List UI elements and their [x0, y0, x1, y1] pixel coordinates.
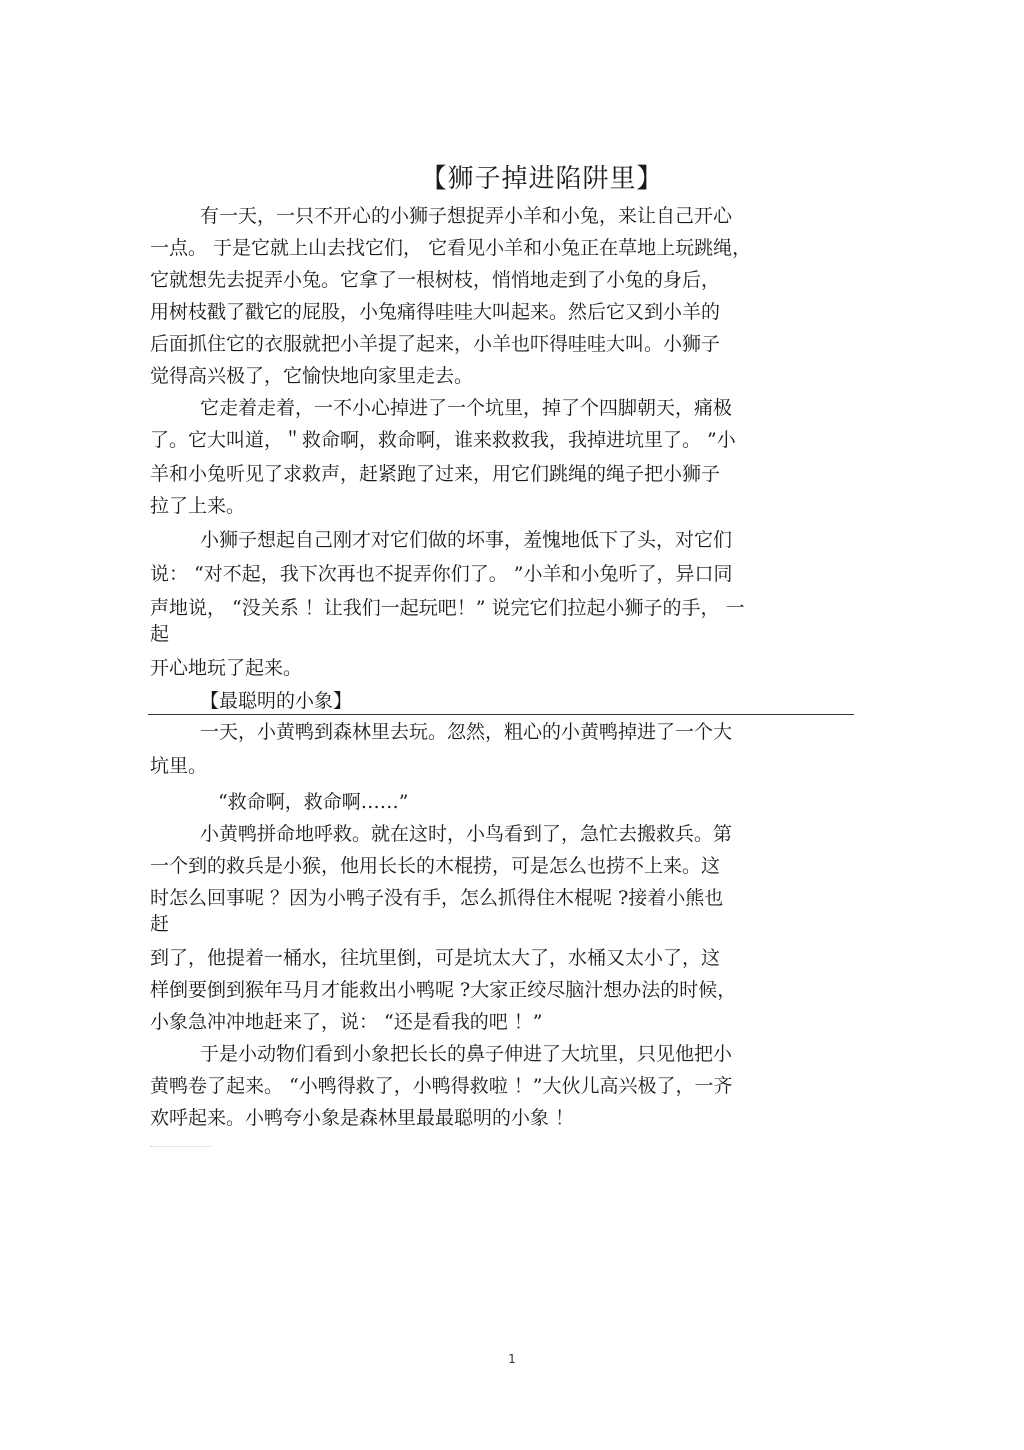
page-number: 1 [508, 1352, 516, 1366]
paragraph-line: “救命啊，救命啊……” [218, 791, 409, 813]
paragraph-line: 样倒要倒到猴年马月才能救出小鸭呢 ?大家正绞尽脑汁想办法的时候， [150, 979, 737, 1001]
paragraph-line: 于是小动物们看到小象把长长的鼻子伸进了大坑里，只见他把小 [200, 1043, 733, 1065]
paragraph-line: 一个到的救兵是小猴，他用长长的木棍捞，可是怎么也捞不上来。这 [150, 855, 721, 877]
paragraph-line: 小黄鸭拼命地呼救。就在这时，小鸟看到了，急忙去搬救兵。第 [200, 823, 733, 845]
paragraph-line: 欢呼起来。小鸭夸小象是森林里最最聪明的小象 ！ [150, 1107, 575, 1129]
paragraph-line: 小狮子想起自己刚才对它们做的坏事，羞愧地低下了头，对它们 [200, 529, 733, 551]
paragraph-line: 觉得高兴极了，它愉快地向家里走去。 [150, 365, 474, 387]
paragraph-line: 坑里。 [150, 755, 208, 777]
paragraph-line: 起 [150, 623, 170, 645]
paragraph-line: 它就想先去捉弄小兔。它拿了一根树枝，悄悄地走到了小兔的身后， [150, 269, 721, 291]
paragraph-line: 到了，他提着一桶水，往坑里倒，可是坑太大了，水桶又太小了，这 [150, 947, 721, 969]
paragraph-line: 小象急冲冲地赶来了，说： “还是看我的吧 ！” [150, 1011, 543, 1033]
paragraph-line: 声地说， “没关系 ！让我们一起玩吧！” 说完它们拉起小狮子的手， 一 [150, 597, 745, 619]
paragraph-line: 赶 [150, 913, 170, 935]
paragraph-line: 有一天，一只不开心的小狮子想捉弄小羊和小兔，来让自己开心 [200, 205, 733, 227]
paragraph-line: 用树枝戳了戳它的屁股，小兔痛得哇哇大叫起来。然后它又到小羊的 [150, 301, 721, 323]
paragraph-line: 时怎么回事呢 ？因为小鸭子没有手，怎么抓得住木棍呢 ?接着小熊也 [150, 887, 724, 909]
paragraph-line: 说： “对不起，我下次再也不捉弄你们了。 ”小羊和小兔听了，异口同 [150, 563, 733, 585]
paragraph-line: 后面抓住它的衣服就把小羊提了起来，小羊也吓得哇哇大叫。小狮子 [150, 333, 721, 355]
paragraph-line: 一天，小黄鸭到森林里去玩。忽然，粗心的小黄鸭掉进了一个大 [200, 721, 733, 743]
paragraph-line: 羊和小兔听见了求救声，赶紧跑了过来，用它们跳绳的绳子把小狮子 [150, 463, 721, 485]
paragraph-line: 了。它大叫道，＂救命啊，救命啊，谁来救救我，我掉进坑里了。 ”小 [150, 429, 736, 451]
story-title-elephant: 【最聪明的小象】 [200, 690, 353, 712]
paragraph-line: 拉了上来。 [150, 495, 246, 517]
section-divider [148, 714, 854, 715]
paragraph-line: 它走着走着，一不小心掉进了一个坑里，掉了个四脚朝天，痛极 [200, 397, 733, 419]
footnote-separator [150, 1146, 212, 1147]
paragraph-line: 开心地玩了起来。 [150, 657, 303, 679]
story-title-lion: 【狮子掉进陷阱里】 [420, 164, 664, 194]
paragraph-line: 黄鸭卷了起来。 “小鸭得救了，小鸭得救啦 ！”大伙儿高兴极了，一齐 [150, 1075, 733, 1097]
paragraph-line: 一点。 于是它就上山去找它们， 它看见小羊和小兔正在草地上玩跳绳， [150, 237, 752, 259]
